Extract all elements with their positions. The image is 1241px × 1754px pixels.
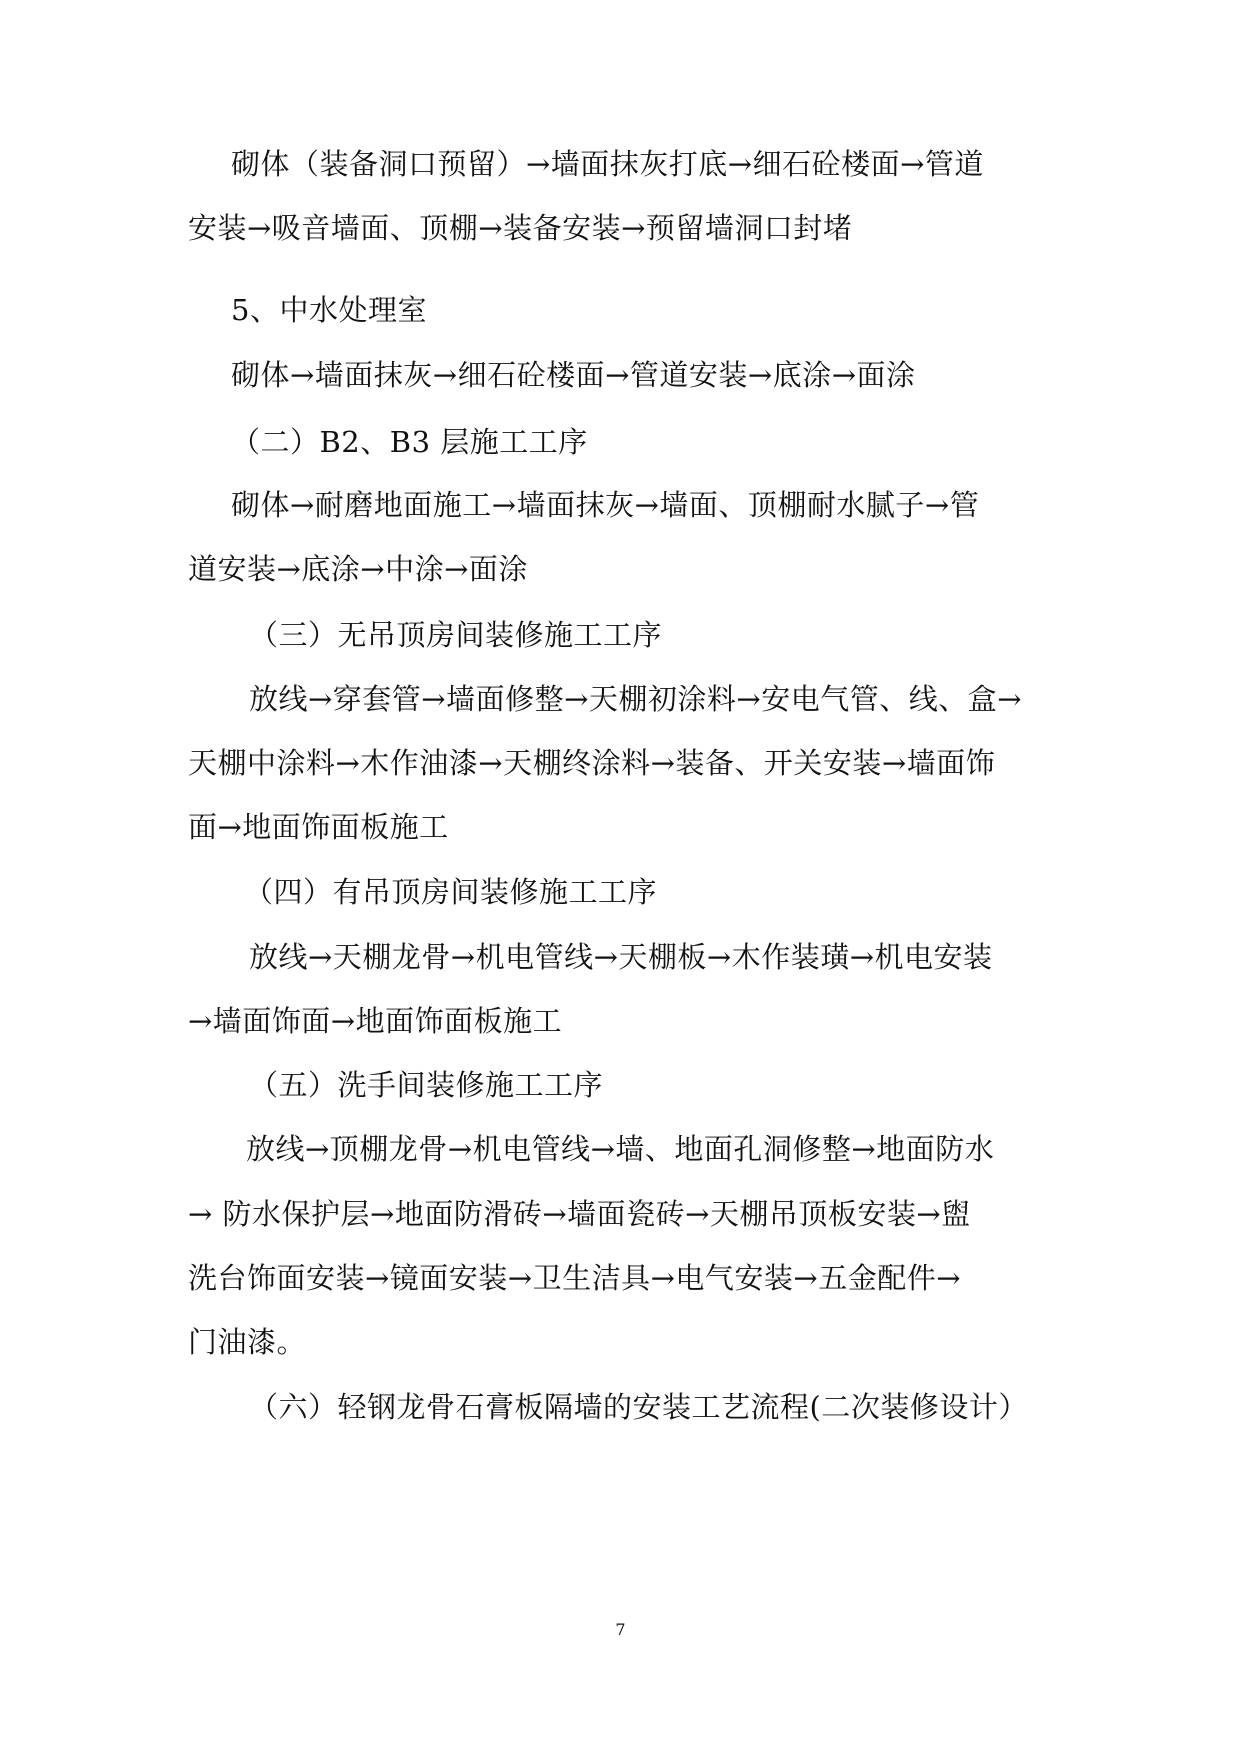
text-line: 放线→顶棚龙骨→机电管线→墙、地面孔洞修整→地面防水 bbox=[246, 1132, 995, 1166]
text-line: （二）B2、B3 层施工工序 bbox=[231, 425, 588, 459]
text-line: （六）轻钢龙骨石膏板隔墙的安装工艺流程(二次装修设计） bbox=[249, 1390, 1028, 1424]
text-line: 5、中水处理室 bbox=[231, 293, 427, 327]
text-line: 砌体→墙面抹灰→细石砼楼面→管道安装→底涂→面涂 bbox=[231, 358, 916, 392]
text-line: （五）洗手间装修施工工序 bbox=[249, 1068, 604, 1102]
text-line: 安装→吸音墙面、顶棚→装备安装→预留墙洞口封堵 bbox=[188, 211, 853, 245]
text-line: 门油漆。 bbox=[188, 1325, 307, 1359]
text-line: （三）无吊顶房间装修施工工序 bbox=[249, 618, 663, 652]
text-line: （四）有吊顶房间装修施工工序 bbox=[244, 875, 658, 909]
text-line: →墙面饰面→地面饰面板施工 bbox=[188, 1004, 563, 1038]
text-line: 天棚中涂料→木作油漆→天棚终涂料→装备、开关安装→墙面饰 bbox=[188, 746, 996, 780]
text-line: → 防水保护层→地面防滑砖→墙面瓷砖→天棚吊顶板安装→盥 bbox=[188, 1197, 971, 1231]
text-line: 砌体（装备洞口预留）→墙面抹灰打底→细石砼楼面→管道 bbox=[231, 147, 984, 181]
text-line: 洗台饰面安装→镜面安装→卫生洁具→电气安装→五金配件→ bbox=[188, 1261, 961, 1295]
text-line: 砌体→耐磨地面施工→墙面抹灰→墙面、顶棚耐水腻子→管 bbox=[231, 488, 980, 522]
text-line: 放线→穿套管→墙面修整→天棚初涂料→安电气管、线、盒→ bbox=[249, 682, 1022, 716]
text-line: 道安装→底涂→中涂→面涂 bbox=[188, 552, 528, 586]
page-number: 7 bbox=[615, 1620, 626, 1639]
text-line: 面→地面饰面板施工 bbox=[188, 810, 449, 844]
text-line: 放线→天棚龙骨→机电管线→天棚板→木作装璜→机电安装 bbox=[249, 940, 993, 974]
